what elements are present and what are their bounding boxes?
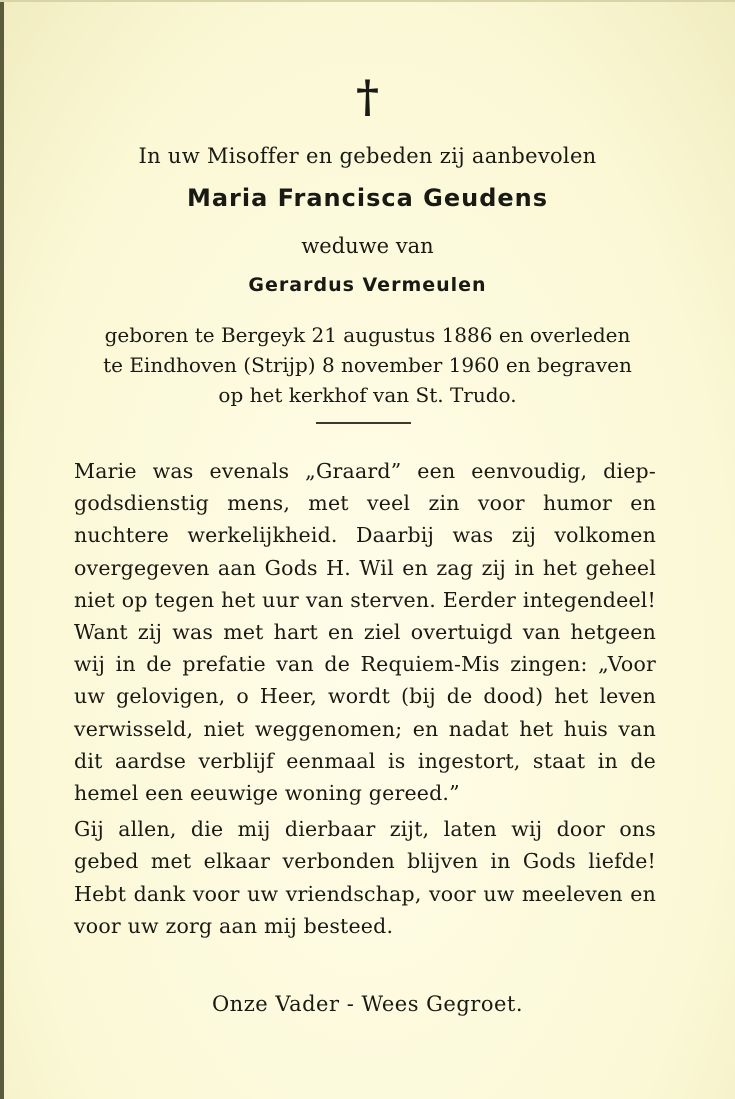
birth-line-2: te Eindhoven (Strijp) 8 november 1960 en begraven (103, 353, 632, 377)
closing-prayer: Onze Vader - Wees Gegroet. (211, 992, 524, 1016)
paragraph-tribute: Marie was evenals „Graard” een eenvoudig, diep-godsdienstig mens, met veel zin voor humor en nuchtere werkelijkheid. Daarbij was zij volkomen overgegeven aan Gods H. Wil en zag zij in het geheel niet op tegen het uur van sterven. Eerder integendeel! Want zij was met hart en ziel overtuigd van hetgeen wij in de prefatie van de Requiem-Mis zingen: „Voor uw gelovigen, o Heer, wordt (bij de dood) het leven verwisseld, niet weggenomen; en nadat het huis van dit aardse verblijf eenmaal is ingestort, staat in de hemel een eeuwige woning gereed.” (74, 459, 656, 806)
birth-line-1: geboren te Bergeyk 21 augustus 1886 en overleden (104, 323, 631, 347)
birth-death-details (0, 320, 735, 410)
memorial-text (74, 455, 656, 942)
paragraph-farewell: Gij allen, die mij dierbaar zijt, laten wij door ons gebed met elkaar verbonden blijven in Gods liefde! Hebt dank voor uw vriendschap, voor uw meeleven en voor uw zorg aan mij besteed. (74, 817, 656, 938)
birth-line-3: op het kerkhof van St. Trudo. (218, 383, 517, 407)
divider-line (316, 422, 411, 424)
invocation-line: In uw Misoffer en gebeden zij aanbevolen (138, 144, 597, 168)
cross-symbol: † (355, 72, 379, 123)
deceased-name: Maria Francisca Geudens (186, 184, 549, 212)
husband-name: Gerardus Vermeulen (248, 274, 487, 296)
widow-of-line: weduwe van (301, 234, 434, 258)
